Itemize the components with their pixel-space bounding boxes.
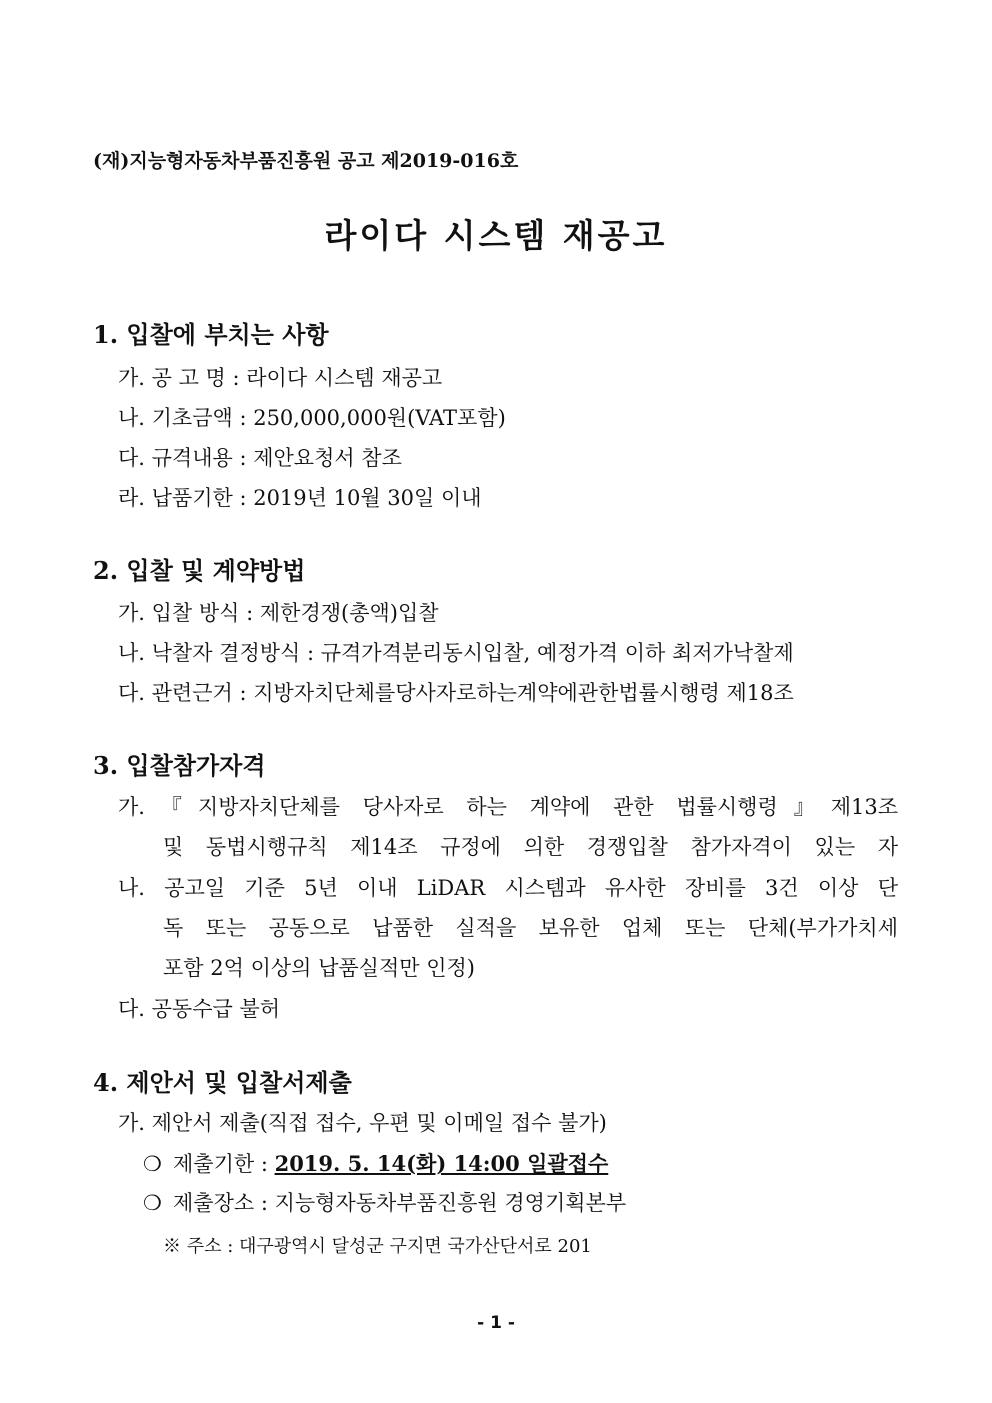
- section-3-item-b-line1: 나. 공고일 기준 5년 이내 LiDAR 시스템과 유사한 장비를 3건 이상 단: [118, 876, 898, 900]
- section-2-item-c: 다. 관련근거 : 지방자치단체를당사자로하는계약에관한법률시행령 제18조: [118, 681, 794, 705]
- deadline-value: 2019. 5. 14(화) 14:00 일괄접수: [274, 1151, 609, 1176]
- submission-place: 제출장소 : 지능형자동차부품진흥원 경영기획본부: [173, 1191, 627, 1215]
- address-note: ※ 주소 : 대구광역시 달성군 구지면 국가산단서로 201: [163, 1236, 592, 1257]
- section-3-item-b-line3: 포함 2억 이상의 납품실적만 인정): [163, 956, 475, 980]
- section-3-item-a-line1: 가.『지방자치단체를 당사자로 하는 계약에 관한 법률시행령』제13조: [118, 795, 898, 819]
- circle-bullet-icon: ❍: [143, 1152, 162, 1176]
- circle-bullet-icon: ❍: [143, 1191, 162, 1215]
- section-2-item-b: 나. 낙찰자 결정방식 : 규격가격분리동시입찰, 예정가격 이하 최저가낙찰제: [118, 641, 794, 665]
- section-1-item-d: 라. 납품기한 : 2019년 10월 30일 이내: [118, 486, 482, 510]
- section-3-item-b-line2: 독 또는 공동으로 납품한 실적을 보유한 업체 또는 단체(부가가치세: [163, 916, 898, 940]
- section-3-item-a-line2: 및 동법시행규칙 제14조 규정에 의한 경쟁입찰 참가자격이 있는 자: [163, 835, 898, 859]
- section-4-heading: 4. 제안서 및 입찰서제출: [93, 1068, 352, 1097]
- section-4-item-a: 가. 제안서 제출(직접 접수, 우편 및 이메일 접수 불가): [118, 1111, 607, 1135]
- section-1-heading: 1. 입찰에 부치는 사항: [93, 320, 329, 349]
- section-2-heading: 2. 입찰 및 계약방법: [93, 556, 306, 585]
- page-number: - 1 -: [477, 1313, 515, 1333]
- section-2-item-a: 가. 입찰 방식 : 제한경쟁(총액)입찰: [118, 601, 439, 625]
- notice-number: (재)지능형자동차부품진흥원 공고 제2019-016호: [93, 150, 519, 172]
- section-3-heading: 3. 입찰참가자격: [93, 751, 266, 780]
- deadline-label: 제출기한 :: [173, 1152, 275, 1176]
- place-row: [143, 1187, 626, 1217]
- section-1-item-b: 나. 기초금액 : 250,000,000원(VAT포함): [118, 406, 506, 430]
- document-title: 라이다 시스템 재공고: [324, 216, 668, 255]
- deadline-row: [143, 1148, 608, 1178]
- section-1-item-c: 다. 규격내용 : 제안요청서 참조: [118, 446, 402, 470]
- section-3-item-c: 다. 공동수급 불허: [118, 997, 281, 1021]
- section-1-item-a: 가. 공 고 명 : 라이다 시스템 재공고: [118, 366, 443, 390]
